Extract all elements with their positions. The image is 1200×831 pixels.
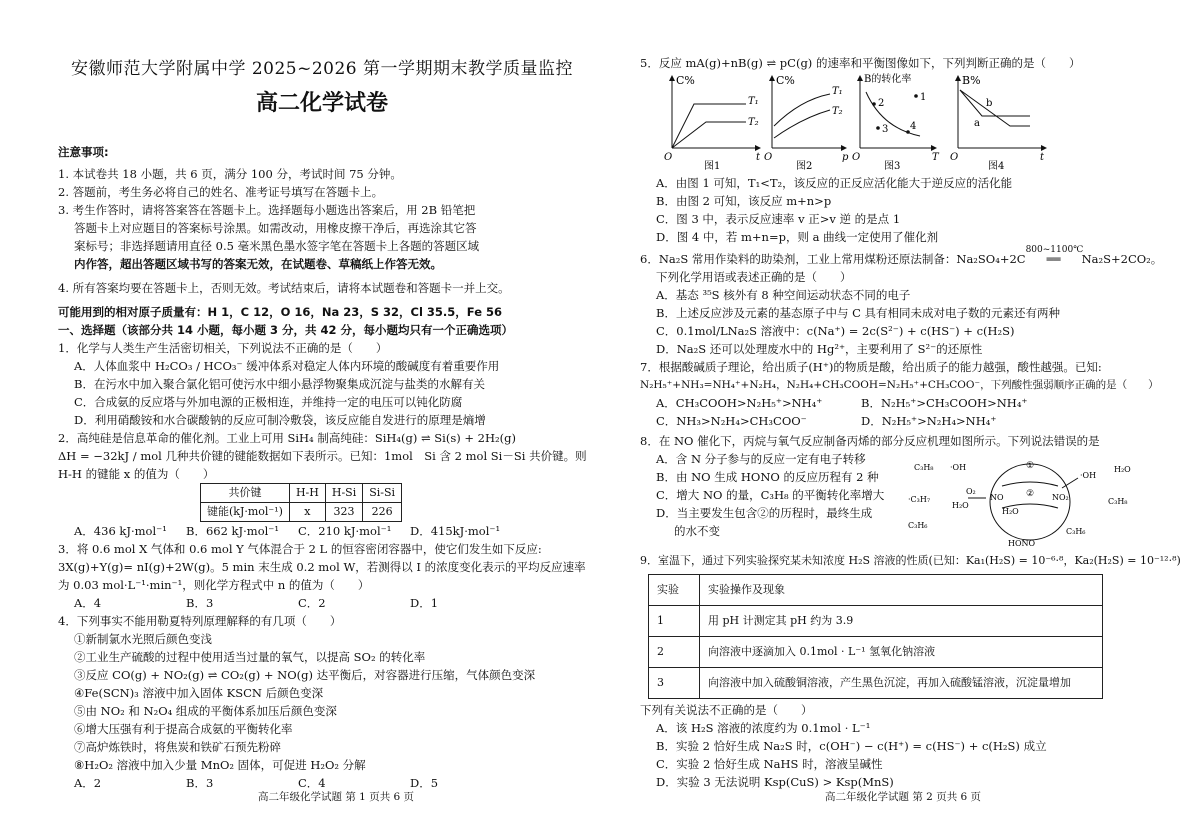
graph-2-ylabel: C% [776,74,795,87]
curve-label: T₂ [832,106,843,117]
q2-option-b: B．662 kJ·mol⁻¹ [186,524,279,538]
graph-4-ylabel: B% [962,74,981,87]
q6-line-end: Na₂S+2CO₂。 [1081,252,1163,266]
q7-option-c: C．NH₃>N₂H₄>CH₃COO⁻ [656,414,807,428]
q7-options-row [640,394,1145,412]
q3-line: 3X(g)+Y(g)= nI(g)+2W(g)。5 min 末生成 0.2 mol W，若测得以 I 的浓度变化表示的平均反应速率 [58,560,586,574]
q2-options [58,522,586,540]
table-cell: 向溶液中加入硫酸铜溶液，产生黑色沉淀，再加入硫酸锰溶液，沉淀量增加 [700,668,1103,699]
origin-label: O [852,152,861,163]
q7-line: N₂H₅⁺+NH₃=NH₄⁺+N₂H₄，N₂H₄+CH₃COOH=N₂H₅⁺+CH₃COO⁻，下列酸性强弱顺序正确的是（ ） [640,379,1159,391]
q6-line: 下列化学用语或表述正确的是（ ） [656,270,852,284]
q2-option-a: A．436 kJ·mol⁻¹ [74,524,167,538]
q7-options-row [640,412,1145,430]
mechanism-diagram [902,458,1142,550]
table-header: 共价键 [201,484,290,503]
q8-stem: 8．在 NO 催化下，丙烷与氧气反应制备丙烯的部分反应机理如图所示。下列说法错误的是 [640,434,1100,448]
q6-line [640,245,1163,268]
graph-2-caption: 图2 [796,161,813,172]
q4-item: ①新制氯水光照后颜色变浅 [74,632,212,646]
q1-option-d: D．利用硝酸铵和水合碳酸钠的反应可制冷敷袋，该反应能自发进行的原理是熵增 [74,413,486,427]
graph-4-caption: 图4 [988,161,1005,172]
mech-label: ·OH [1080,471,1097,480]
point-label: 3 [882,124,889,135]
q2-line: ΔH = −32kJ / mol 几种共价键的键能数据如下表所示。已知：1mol Si 含 2 mol Si－Si 共价键。则 [58,449,587,463]
mech-label: ① [1026,461,1035,471]
table-cell: 键能(kJ·mol⁻¹) [201,503,290,522]
q3-option-b: B．3 [186,596,214,610]
q1-stem: 1．化学与人类生产生活密切相关，下列说法不正确的是（ ） [58,341,388,355]
q2-line: H-H 的键能 x 的值为（ ） [58,467,215,481]
mech-label: NO₂ [1052,493,1069,502]
q4-item: ⑧H₂O₂ 溶液中加入少量 MnO₂ 固体，可促进 H₂O₂ 分解 [74,758,366,772]
q3-line: 为 0.03 mol·L⁻¹·min⁻¹，则化学方程式中 n 的值为（ ） [58,578,370,592]
q6-line-start: 6．Na₂S 常用作染料的助染剂，工业上常用煤粉还原法制备：Na₂SO₄+2C [640,252,1026,266]
q4-option-b: B．3 [186,776,214,790]
q7-line: 7．根据酸碱质子理论，给出质子(H⁺)的物质是酸，给出质子的能力越强，酸性越强。已知: [640,360,1102,374]
graph-1-caption: 图1 [704,161,721,172]
footer-right: 高二年级化学试题 第 2 页共 6 页 [825,791,982,803]
table-header: 实验操作及现象 [700,575,1103,606]
table-header: Si-Si [363,484,402,503]
table-cell: 1 [649,606,700,637]
q9-stem: 9．室温下，通过下列实验探究某未知浓度 H₂S 溶液的性质(已知：Ka₁(H₂S) = 10⁻⁶·⁸，Ka₂(H₂S) = 10⁻¹²·⁸) [640,554,1181,567]
q6-option-a: A．基态 ³⁵S 核外有 8 种空间运动状态不同的电子 [656,288,911,302]
q6-option-b: B．上述反应涉及元素的基态原子中与 C 具有相同未成对电子数的元素还有两种 [656,306,1061,320]
graph-3-ylabel: B的转化率 [864,74,912,85]
mech-label: C₃H₈ [1108,497,1128,506]
curve-label: T₂ [748,117,759,128]
mech-label: ·C₃H₇ [908,495,931,504]
q4-item: ⑤由 NO₂ 和 N₂O₄ 组成的平衡体系加压后颜色变深 [74,704,337,718]
exam-title: 安徽师范大学附属中学 2025~2026 第一学期期末教学质量监控 [70,59,574,79]
graph-1 [664,74,761,172]
q9-block [640,552,1181,791]
q9-option-d: D．实验 3 无法说明 Ksp(CuS) > Ksp(MnS) [656,775,894,789]
q8-option-c: C．增大 NO 的量，C₃H₈ 的平衡转化率增大 [656,488,885,502]
mech-label: H₂O [952,501,969,510]
table-cell: 向溶液中逐滴加入 0.1mol · L⁻¹ 氢氧化钠溶液 [700,637,1103,668]
q1-option-a: A．人体血浆中 H₂CO₃ / HCO₃⁻ 缓冲体系对稳定人体内环境的酸碱度有着重要作用 [74,359,500,373]
notes-section [58,143,586,297]
q9-question: 下列有关说法不正确的是（ ） [640,703,813,717]
table-header: H-Si [325,484,362,503]
mech-label: NO [990,493,1004,502]
reaction-condition: 800~1100℃ [1025,245,1084,255]
q3-option-a: A．4 [74,596,102,610]
table-cell: x [289,503,325,522]
q3-option-d: D．1 [410,596,439,610]
q3-options [58,594,586,612]
graph-1-xlabel: t [756,152,761,163]
graph-3 [852,72,940,172]
q8-option-a: A．含 N 分子参与的反应一定有电子转移 [656,452,866,466]
mech-label: O₂ [966,487,976,496]
graph-2-xlabel: p [842,152,849,163]
note-line: 4. 所有答案均要在答题卡上，否则无效。考试结束后，请将本试题卷和答题卡一并上交。 [58,281,510,295]
q2-option-d: D．415kJ·mol⁻¹ [410,524,501,538]
q5-option-c: C．图 3 中，表示反应速率 v 正>v 逆 的是点 1 [656,212,901,226]
q8-option-d-cont: 的水不变 [674,524,720,538]
origin-label: O [764,152,773,163]
q8-option-b: B．由 NO 生成 HONO 的反应历程有 2 种 [656,470,879,484]
bond-energy-table [200,483,402,522]
note-line: 1. 本试卷共 18 小题，共 6 页，满分 100 分，考试时间 75 分钟。 [58,167,402,181]
point-label: 2 [878,98,885,109]
table-cell: 2 [649,637,700,668]
note-line: 2. 答题前，考生务必将自己的姓名、准考证号填写在答题卡上。 [58,185,384,199]
note-line: 内作答，超出答题区域书写的答案无效，在试题卷、草稿纸上作答无效。 [74,257,442,271]
point-label: 4 [910,121,917,132]
q8-option-d: D．当主要发生包含②的历程时，最终生成 [656,506,873,520]
q3-option-c: C．2 [298,596,326,610]
reaction-arrow: 800~1100℃ ══ [1026,250,1082,268]
mech-label: ·OH [950,463,967,472]
q4-item: ③反应 CO(g) + NO₂(g) ⇌ CO₂(g) + NO(g) 达平衡后，对容器进行压缩，气体颜色变深 [74,668,536,682]
q2-option-c: C．210 kJ·mol⁻¹ [298,524,392,538]
q4-item: ⑦高炉炼铁时，将焦炭和铁矿石预先粉碎 [74,740,281,754]
q5-graphs [660,70,1060,172]
mech-label: ② [1026,489,1035,499]
q1-option-c: C．合成氨的反应塔与外加电源的正极相连，并维持一定的电压可以钝化防腐 [74,395,463,409]
questions-left [58,303,586,792]
experiment-table [648,574,1103,699]
origin-label: O [664,152,673,163]
mech-label: C₃H₆ [1066,527,1086,536]
origin-label: O [950,152,959,163]
table-cell: 用 pH 计测定其 pH 约为 3.9 [700,606,1103,637]
graph-4 [950,74,1046,172]
q9-option-a: A．该 H₂S 溶液的浓度约为 0.1mol · L⁻¹ [656,721,871,735]
q5-option-b: B．由图 2 可知，该反应 m+n>p [656,194,832,208]
section-heading: 一、选择题（该部分共 14 小题，每小题 3 分，共 42 分，每小题均只有一个正确选项） [58,323,514,337]
q4-option-c: C．4 [298,776,326,790]
note-line: 答题卡上对应题目的答案标号涂黑。如需改动，用橡皮擦干净后，再选涂其它答 [74,221,477,235]
q9-option-b: B．实验 2 恰好生成 Na₂S 时，c(OH⁻) − c(H⁺) = c(HS⁻) + c(H₂S) 成立 [656,739,1047,753]
q4-item: ⑥增大压强有利于提高合成氨的平衡转化率 [74,722,293,736]
atomic-masses: 可能用到的相对原子质量有：H 1，C 12，O 16，Na 23，S 32，Cl 35.5，Fe 56 [58,305,502,319]
graph-2 [764,74,849,172]
mech-label: H₂O [1114,465,1131,474]
q5-option-d: D．图 4 中，若 m+n=p，则 a 曲线一定使用了催化剂 [656,230,939,244]
curve-label: T₁ [832,86,843,97]
q4-stem: 4．下列事实不能用勒夏特列原理解释的有几项（ ） [58,614,342,628]
q9-option-c: C．实验 2 恰好生成 NaHS 时，溶液呈碱性 [656,757,883,771]
curve-label: T₁ [748,96,759,107]
q2-line: 2．高纯硅是信息革命的催化剂。工业上可用 SiH₄ 制高纯硅：SiH₄(g) ⇌ Si(s) + 2H₂(g) [58,431,516,445]
note-line: 案标号；非选择题请用直径 0.5 毫米黑色墨水签字笔在答题卡上各题的答题区域 [74,239,480,253]
q5-option-a: A．由图 1 可知，T₁<T₂，该反应的正反应活化能大于逆反应的活化能 [656,176,1013,190]
q1-option-b: B．在污水中加入聚合氯化铝可使污水中细小悬浮物聚集成沉淀与盐类的水解有关 [74,377,485,391]
q6-option-d: D．Na₂S 还可以处理废水中的 Hg²⁺，主要利用了 S²⁻的还原性 [656,342,983,356]
graph-1-ylabel: C% [676,74,695,87]
graph-3-caption: 图3 [884,161,901,172]
q7-option-b: B．N₂H₅⁺>CH₃COOH>NH₄⁺ [861,396,1028,410]
mech-label: C₃H₈ [914,463,934,472]
q4-option-d: D．5 [410,776,439,790]
footer-left: 高二年级化学试题 第 1 页共 6 页 [258,791,415,803]
exam-subtitle: 高二化学试卷 [255,91,388,116]
table-cell: 226 [363,503,402,522]
q4-item: ④Fe(SCN)₃ 溶液中加入固体 KSCN 后颜色变深 [74,686,324,700]
q4-option-a: A．2 [74,776,102,790]
graph-4-xlabel: t [1040,152,1045,163]
table-cell: 3 [649,668,700,699]
q7-option-a: A．CH₃COOH>N₂H₅⁺>NH₄⁺ [656,396,823,410]
q4-item: ②工业生产硫酸的过程中使用适当过量的氧气，以提高 SO₂ 的转化率 [74,650,426,664]
curve-label: b [986,98,993,109]
mech-label: C₃H₆ [908,521,928,530]
q5-stem: 5．反应 mA(g)+nB(g) ⇌ pC(g) 的速率和平衡图像如下，下列判断正确的是（ ） [640,56,1081,70]
curve-label: a [974,118,980,129]
q7-option-d: D．N₂H₅⁺>N₂H₄>NH₄⁺ [861,414,997,428]
mech-label: H₂O [1002,507,1019,516]
mech-label: HONO [1008,539,1036,548]
point-label: 1 [920,92,927,103]
q3-line: 3．将 0.6 mol X 气体和 0.6 mol Y 气体混合于 2 L 的恒容密闭容器中，使它们发生如下反应: [58,542,542,556]
table-header: 实验 [649,575,700,606]
table-cell: 323 [325,503,362,522]
notes-heading: 注意事项: [58,145,109,159]
table-header: H-H [289,484,325,503]
q6-option-c: C．0.1mol/LNa₂S 溶液中：c(Na⁺) = 2c(S²⁻) + c(HS⁻) + c(H₂S) [656,324,1015,338]
graph-3-xlabel: T [932,152,939,163]
note-line: 3. 考生作答时，请将答案答在答题卡上。选择题每小题选出答案后，用 2B 铅笔把 [58,203,476,217]
